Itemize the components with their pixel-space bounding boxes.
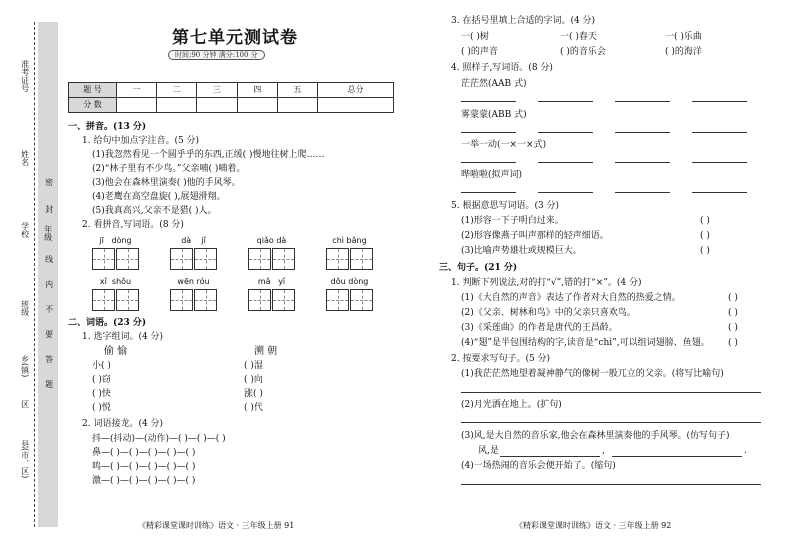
pinyin-label: mǎ yǐ (257, 277, 286, 286)
score-col: 总分 (318, 83, 394, 98)
writing-grid[interactable] (92, 248, 139, 270)
answer-line[interactable] (612, 456, 742, 457)
word-blank[interactable]: ( )代 (244, 403, 263, 413)
question-item: (2)形容像燕子叫声那样的轻声细语。 (461, 231, 609, 241)
sentence-task: (2)月光洒在地上。(扩句) (461, 400, 562, 410)
question: 4. 照样子,写词语。(8 分) (451, 63, 553, 73)
chain-row[interactable]: 鸣—( )—( )—( )—( )—( ) (92, 462, 196, 472)
answer-line[interactable] (615, 101, 670, 102)
label-town: 乡(镇) (20, 355, 30, 378)
question-item: (4)“翅”是半包围结构的字,读音是“chì”,可以组词翅膀、鱼翅。 (461, 338, 710, 348)
label-class: 班级 (20, 300, 30, 316)
section-heading: 二、词语。(23 分) (68, 318, 147, 328)
seal-char: 线 (44, 255, 54, 263)
label-district: 区 (20, 400, 30, 408)
pinyin-label: chì bǎng (332, 236, 367, 245)
score-cell[interactable] (117, 98, 157, 113)
pinyin-label: xǐ shǒu (99, 277, 132, 286)
char-pair: 溯 朝 (254, 346, 278, 357)
score-cell[interactable] (157, 98, 197, 113)
page-title: 第七单元测试卷 (172, 28, 298, 48)
judge-blank[interactable]: ( ) (728, 293, 738, 303)
fill-blank[interactable]: 一( )树 (461, 32, 489, 42)
answer-line[interactable] (538, 162, 593, 163)
answer-blank[interactable]: ( ) (700, 246, 710, 256)
answer-line[interactable] (461, 101, 516, 102)
score-col: 二 (157, 83, 197, 98)
pinyin-label: dǒu dòng (330, 277, 369, 286)
question-item: (1)《大自然的声音》表达了作者对大自然的热爱之情。 (461, 293, 681, 303)
binding-band (38, 22, 58, 527)
writing-grid[interactable] (248, 248, 295, 270)
word-blank[interactable]: ( )向 (244, 375, 263, 385)
label-school: 学校 (20, 222, 30, 238)
question: 3. 在括号里填上合适的字词。(4 分) (451, 16, 596, 26)
answer-line[interactable] (692, 192, 747, 193)
binding-cut-line (34, 22, 35, 527)
score-col: 三 (197, 83, 237, 98)
sentence-task: (1)我茫茫然地望着凝神静气的像树一般兀立的父亲。(将写比喻句) (461, 369, 724, 379)
question-item: (3)《采莲曲》的作者是唐代的王昌龄。 (461, 323, 618, 333)
sentence-prefix: 风,是 (478, 446, 499, 456)
score-cell[interactable] (318, 98, 394, 113)
score-col: 一 (117, 83, 157, 98)
label-county: 县(市、区) (20, 440, 30, 479)
question-item: (2)《父亲、树林和鸟》中的父亲只喜欢鸟。 (461, 308, 636, 318)
score-row-label: 分 数 (69, 98, 117, 113)
example-word: 哗啦啦(拟声词) (461, 170, 523, 180)
seal-char: 密 (44, 178, 54, 186)
word-blank[interactable]: ( )快 (92, 389, 111, 399)
page-footer: 《精彩课堂课时训练》语文 · 三年级上册 92 (515, 521, 672, 530)
answer-blank[interactable]: ( ) (700, 216, 710, 226)
chain-row[interactable]: 抖—(抖动)—(动作)—( )—( )—( ) (92, 434, 226, 444)
question: 2. 词语接龙。(4 分) (82, 419, 164, 429)
answer-blank[interactable]: ( ) (700, 231, 710, 241)
question-item: (5)我真高兴,父亲不是猎( )人。 (92, 206, 217, 216)
writing-grid[interactable] (326, 289, 373, 311)
score-cell[interactable] (197, 98, 237, 113)
answer-line[interactable] (500, 456, 600, 457)
seal-char: 题 (44, 380, 54, 388)
seal-char: 不 (44, 305, 54, 313)
answer-line[interactable] (461, 392, 761, 393)
time-info: 时间:90 分钟 满分:100 分 (168, 50, 265, 60)
score-col: 四 (237, 83, 277, 98)
question-item: (2)“林子里有不少鸟。”父亲喃( )喃着。 (92, 164, 246, 174)
judge-blank[interactable]: ( ) (728, 323, 738, 333)
fill-blank[interactable]: ( )的海洋 (665, 47, 702, 57)
page-footer: 《精彩课堂课时训练》语文 · 三年级上册 91 (138, 521, 295, 530)
question: 5. 根据意思写词语。(3 分) (451, 201, 560, 211)
score-table (68, 82, 394, 113)
score-col: 五 (277, 83, 317, 98)
sentence-task: (4)一场热闹的音乐会便开始了。(缩句) (461, 461, 616, 471)
score-header: 题 号 (69, 83, 117, 98)
question-item: (4)老鹰在高空盘旋( ),展翅滑翔。 (92, 192, 226, 202)
answer-line[interactable] (538, 132, 593, 133)
section-heading: 一、拼音。(13 分) (68, 122, 147, 132)
section-heading: 三、句子。(21 分) (439, 263, 518, 273)
answer-line[interactable] (615, 192, 670, 193)
answer-line[interactable] (615, 162, 670, 163)
score-cell[interactable] (237, 98, 277, 113)
label-name: 姓名 (20, 150, 30, 166)
punct: . (744, 446, 747, 456)
answer-line[interactable] (538, 192, 593, 193)
answer-line[interactable] (692, 162, 747, 163)
pinyin-label: jī dòng (99, 236, 132, 245)
judge-blank[interactable]: ( ) (728, 338, 738, 348)
chain-row[interactable]: 鼻—( )—( )—( )—( )—( ) (92, 448, 196, 458)
answer-line[interactable] (461, 422, 761, 423)
seal-char: 内 (44, 280, 54, 288)
seal-char: 要 (44, 330, 54, 338)
writing-grid[interactable] (170, 289, 217, 311)
question: 1. 给句中加点字注音。(5 分) (82, 136, 200, 146)
pinyin-label: qiǎo dà (256, 236, 287, 245)
writing-grid[interactable] (326, 248, 373, 270)
answer-line[interactable] (615, 132, 670, 133)
fill-blank[interactable]: ( )的声音 (461, 47, 498, 57)
fill-blank[interactable]: ( )的音乐会 (560, 47, 606, 57)
word-blank[interactable]: 小( ) (92, 361, 111, 371)
label-exam-id: 准考证号 (20, 60, 30, 92)
word-blank[interactable]: ( )窃 (92, 375, 111, 385)
chain-row[interactable]: 激—( )—( )—( )—( )—( ) (92, 476, 196, 486)
writing-grid[interactable] (170, 248, 217, 270)
example-word: 雾蒙蒙(ABB 式) (461, 110, 527, 120)
word-blank[interactable]: ( )悦 (92, 403, 111, 413)
answer-line[interactable] (461, 162, 516, 163)
question-item: (3)他会在森林里演奏( )他的手风琴。 (92, 178, 241, 188)
word-blank[interactable]: ( )湿 (244, 361, 263, 371)
char-pair: 偷 愉 (104, 346, 128, 357)
pinyin-label: wēn róu (177, 277, 210, 286)
judge-blank[interactable]: ( ) (728, 308, 738, 318)
answer-line[interactable] (461, 484, 761, 485)
question: 1. 判断下列说法,对的打“√”,错的打“×”。(4 分) (451, 278, 642, 288)
question: 2. 看拼音,写词语。(8 分) (82, 220, 184, 230)
answer-line[interactable] (461, 132, 516, 133)
punct: , (602, 446, 605, 456)
word-blank[interactable]: 涨( ) (244, 389, 263, 399)
example-word: 茫茫然(AAB 式) (461, 79, 527, 89)
binding-strip (0, 0, 62, 558)
fill-blank[interactable]: 一( )乐曲 (665, 32, 702, 42)
question: 1. 选字组词。(4 分) (82, 332, 164, 342)
question: 2. 按要求写句子。(5 分) (451, 354, 551, 364)
seal-char: 封 (44, 205, 54, 213)
writing-grid[interactable] (92, 289, 139, 311)
answer-line[interactable] (692, 101, 747, 102)
question-item: (1)我忽然看见一个圆乎乎的东西,正缓( )慢地往树上爬…… (92, 150, 325, 160)
sentence-task: (3)风,是大自然的音乐家,他会在森林里演奏他的手风琴。(仿写句子) (461, 431, 730, 441)
question-item: (3)比喻声势雄壮或规模巨大。 (461, 246, 582, 256)
answer-line[interactable] (461, 192, 516, 193)
answer-line[interactable] (692, 132, 747, 133)
pinyin-label: dà jǐ (181, 236, 206, 245)
seal-char: 答 (44, 355, 54, 363)
answer-line[interactable] (538, 101, 593, 102)
score-cell[interactable] (277, 98, 317, 113)
label-grade: 年级 (43, 225, 53, 241)
writing-grid[interactable] (248, 289, 295, 311)
example-word: 一举一动(一×一×式) (461, 140, 547, 150)
fill-blank[interactable]: 一( )春天 (560, 32, 597, 42)
question-item: (1)形容一下子明白过来。 (461, 216, 564, 226)
